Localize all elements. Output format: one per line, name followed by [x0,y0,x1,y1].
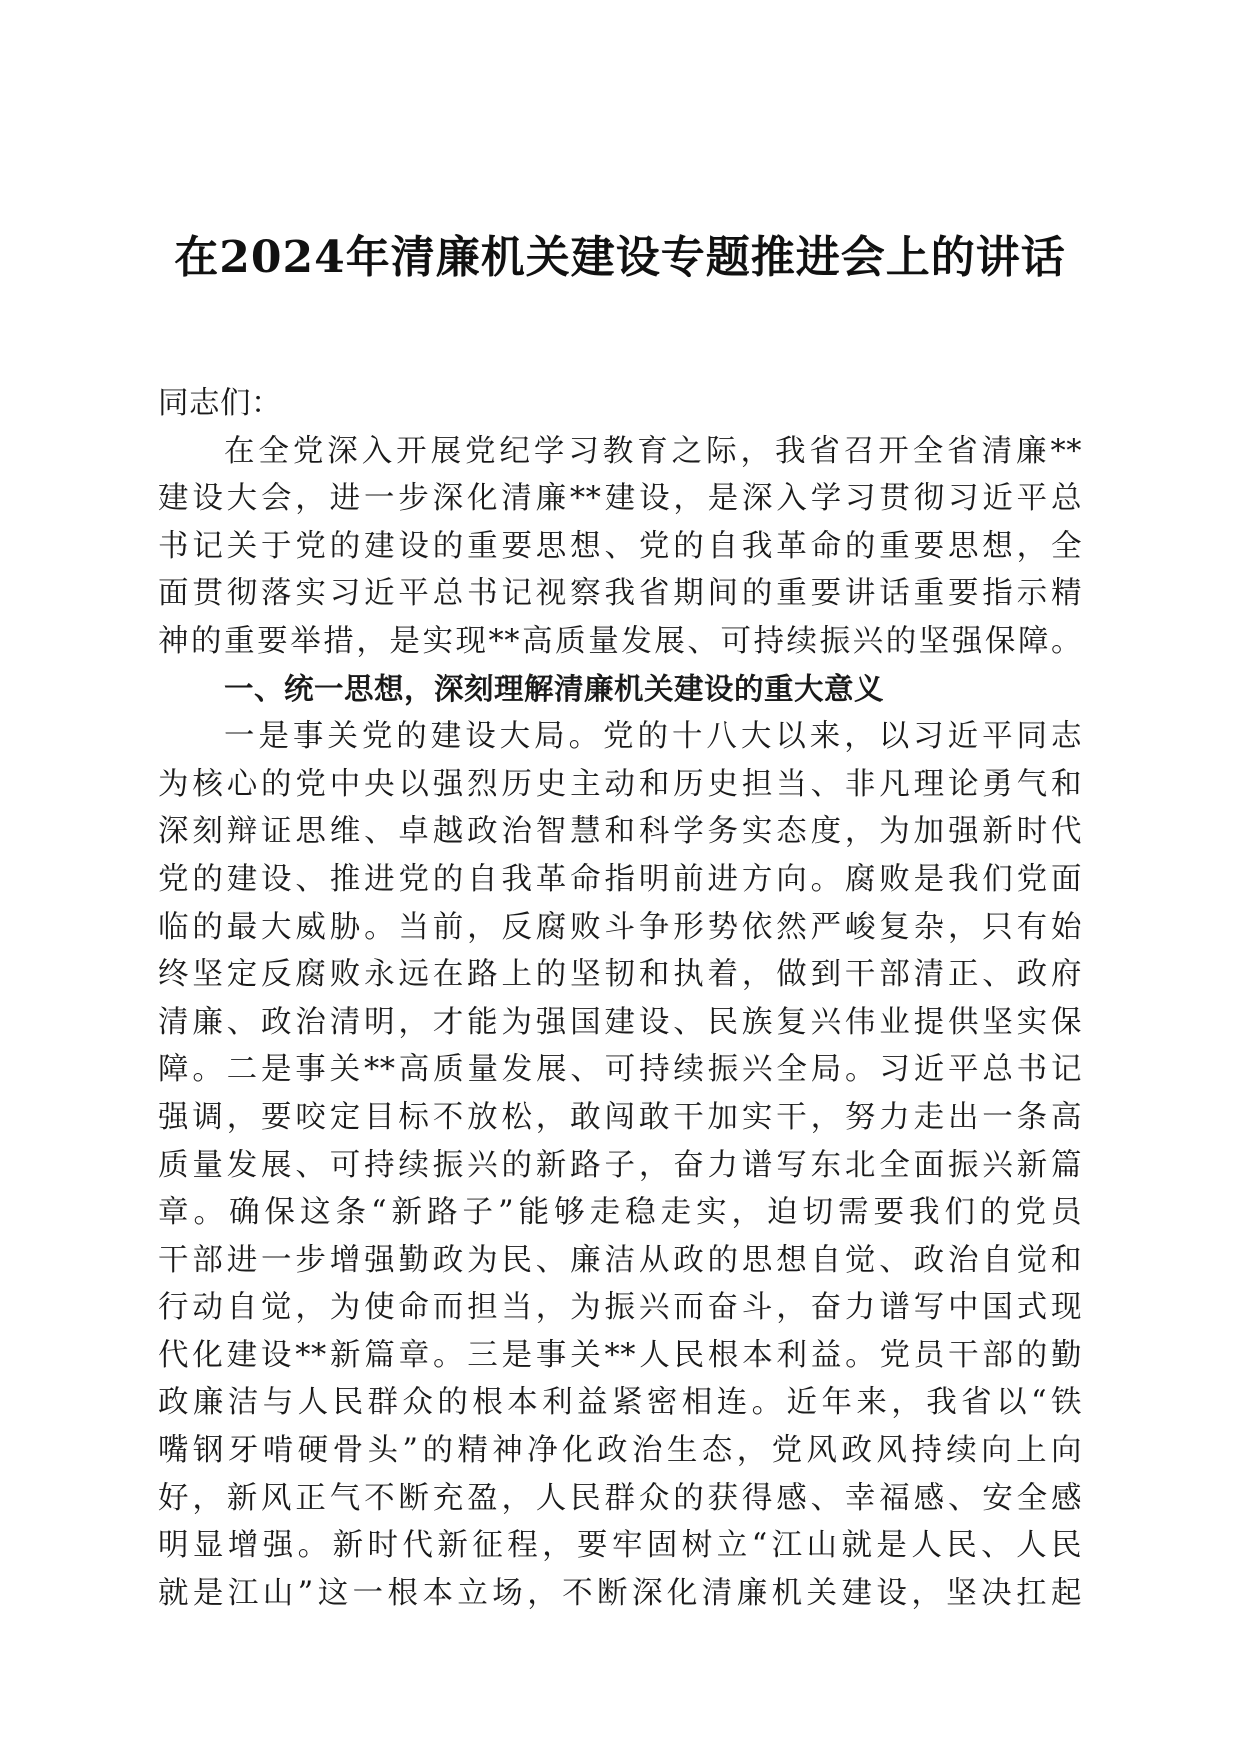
paragraph-line: 在全党深入开展党纪学习教育之际，我省召开全省清廉** [224,433,1082,469]
paragraph-line: 质量发展、可持续振兴的新路子，奋力谱写东北全面振兴新篇 [158,1147,1082,1183]
paragraph-line: 一是事关党的建设大局。党的十八大以来，以习近平同志 [224,719,1082,755]
paragraph-line: 明显增强。新时代新征程，要牢固树立“江山就是人民、人民 [158,1528,1082,1564]
paragraph-line: 强调，要咬定目标不放松，敢闯敢干加实干，努力走出一条高 [158,1099,1082,1135]
paragraph-line: 面贯彻落实习近平总书记视察我省期间的重要讲话重要指示精 [158,576,1082,612]
paragraph-line: 书记关于党的建设的重要思想、党的自我革命的重要思想，全 [158,528,1082,564]
paragraph-line: 嘴钢牙啃硬骨头”的精神净化政治生态，党风政风持续向上向 [158,1433,1082,1469]
paragraph-line: 章。确保这条“新路子”能够走稳走实，迫切需要我们的党员 [158,1195,1082,1231]
paragraph-line: 就是江山”这一根本立场，不断深化清廉机关建设，坚决扛起 [158,1575,1082,1611]
paragraph-line: 建设大会，进一步深化清廉**建设，是深入学习贯彻习近平总 [158,481,1082,517]
section-heading: 一、统一思想，深刻理解清廉机关建设的重大意义 [224,671,885,706]
paragraph-line: 好，新风正气不断充盈，人民群众的获得感、幸福感、安全感 [158,1480,1082,1516]
document-body [158,380,1082,1617]
document-title: 在2024年清廉机关建设专题推进会上的讲话 [174,232,1066,283]
paragraph-line: 行动自觉，为使命而担当，为振兴而奋斗，奋力谱写中国式现 [158,1290,1082,1326]
paragraph-line: 神的重要举措，是实现**高质量发展、可持续振兴的坚强保障。 [158,623,1082,659]
paragraph-line: 代化建设**新篇章。三是事关**人民根本利益。党员干部的勤 [158,1337,1082,1373]
paragraph-line: 政廉洁与人民群众的根本利益紧密相连。近年来，我省以“铁 [158,1385,1082,1421]
paragraph-line: 障。二是事关**高质量发展、可持续振兴全局。习近平总书记 [158,1052,1082,1088]
paragraph-line: 深刻辩证思维、卓越政治智慧和科学务实态度，为加强新时代 [158,814,1082,850]
paragraph-line: 党的建设、推进党的自我革命指明前进方向。腐败是我们党面 [158,861,1082,897]
paragraph-line: 终坚定反腐败永远在路上的坚韧和执着，做到干部清正、政府 [158,957,1082,993]
paragraph-line: 为核心的党中央以强烈历史主动和历史担当、非凡理论勇气和 [158,766,1082,802]
paragraph-line: 临的最大威胁。当前，反腐败斗争形势依然严峻复杂，只有始 [158,909,1082,945]
paragraph-line: 干部进一步增强勤政为民、廉洁从政的思想自觉、政治自觉和 [158,1242,1082,1278]
salutation: 同志们： [158,386,282,421]
paragraph-line: 清廉、政治清明，才能为强国建设、民族复兴伟业提供坚实保 [158,1004,1082,1040]
